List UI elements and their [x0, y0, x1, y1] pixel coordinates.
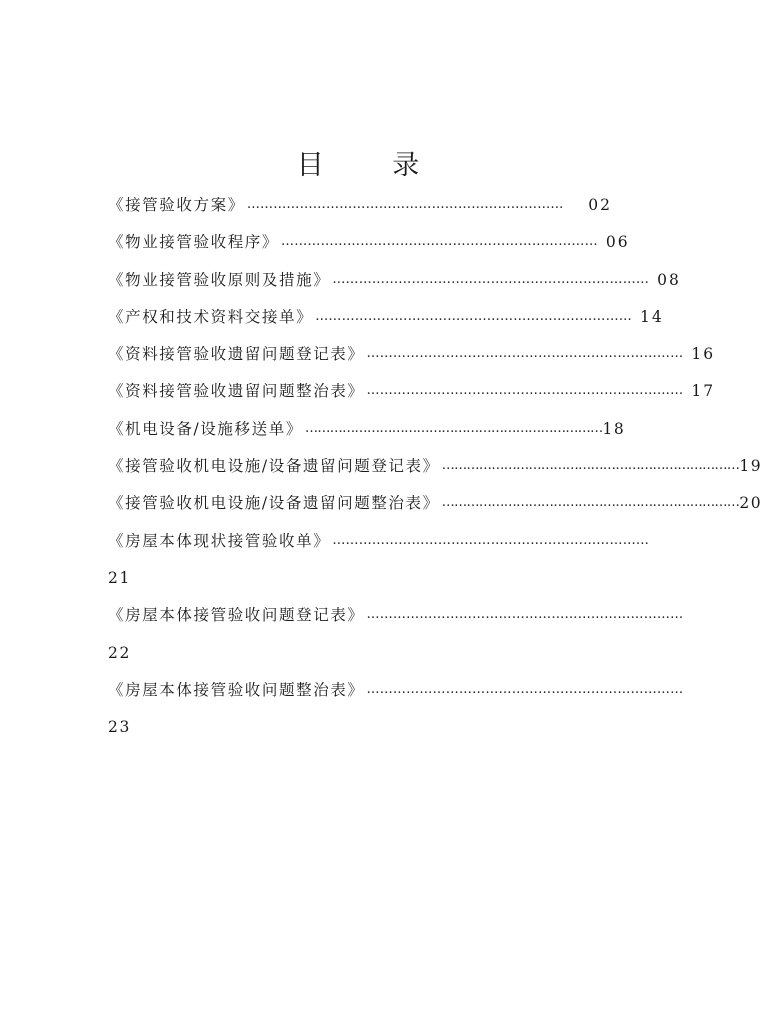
toc-page-number: 16: [691, 345, 716, 364]
toc-entry[interactable]: [108, 414, 626, 444]
toc-entry[interactable]: [108, 675, 684, 742]
toc-entry-first-line: [108, 600, 684, 630]
toc-list: [108, 190, 762, 749]
toc-entry[interactable]: [108, 227, 630, 257]
toc-entry-label: 《物业接管验收程序》: [108, 233, 280, 252]
toc-page-number: 02: [588, 196, 612, 214]
toc-entry-label: 《资料接管验收遗留问题整治表》: [108, 382, 365, 401]
toc-leader-dots: ………………………………………………………………: [304, 420, 603, 436]
toc-leader-dots: ………………………………………………………………: [366, 681, 684, 697]
toc-leader-dots: ………………………………………………………………: [246, 197, 564, 212]
toc-entry-first-line: [108, 526, 650, 556]
toc-entry-label: 《资料接管验收遗留问题登记表》: [108, 345, 365, 364]
toc-entry-label: 《房屋本体接管验收问题登记表》: [108, 606, 365, 625]
toc-entry[interactable]: [108, 488, 762, 518]
toc-entry-first-line: [108, 675, 684, 705]
toc-page-number: 18: [602, 419, 626, 438]
toc-entry-label: 《接管验收方案》: [108, 196, 245, 214]
toc-entry-label: 《产权和技术资料交接单》: [108, 307, 314, 326]
toc-page-number: 17: [691, 382, 716, 401]
page-title: 目 录: [296, 150, 450, 181]
toc-leader-dots: ………………………………………………………………: [332, 271, 650, 287]
toc-entry-label: 《接管验收机电设施/设备遗留问题登记表》: [108, 457, 440, 476]
toc-page-number: 19: [739, 457, 762, 476]
toc-page-number: 23: [108, 718, 131, 737]
toc-page-number: 14: [640, 307, 664, 326]
toc-leader-dots: ………………………………………………………………: [366, 383, 684, 399]
toc-entry-label: 《物业接管验收原则及措施》: [108, 270, 331, 289]
toc-page-number: 20: [739, 494, 762, 513]
toc-leader-dots: ………………………………………………………………: [281, 234, 598, 250]
toc-entry-label: 《房屋本体现状接管验收单》: [108, 531, 331, 550]
toc-leader-dots: ………………………………………………………………: [441, 495, 740, 511]
toc-entry[interactable]: [108, 600, 684, 667]
toc-page-number: 08: [657, 270, 681, 289]
toc-entry-label: 《接管验收机电设施/设备遗留问题整治表》: [108, 494, 440, 513]
toc-leader-dots: ………………………………………………………………: [441, 458, 740, 474]
toc-leader-dots: ………………………………………………………………: [366, 607, 684, 623]
toc-entry[interactable]: [108, 190, 612, 220]
toc-page-number: 06: [605, 233, 630, 252]
toc-page-number: 22: [108, 643, 131, 662]
toc-leader-dots: ………………………………………………………………: [315, 308, 633, 324]
toc-entry[interactable]: [108, 302, 664, 332]
toc-entry-label: 《房屋本体接管验收问题整治表》: [108, 680, 365, 699]
toc-entry[interactable]: [108, 376, 716, 406]
toc-leader-dots: ………………………………………………………………: [366, 346, 684, 362]
toc-page-number: 21: [108, 568, 131, 587]
toc-entry[interactable]: [108, 265, 681, 295]
toc-entry[interactable]: [108, 451, 762, 481]
toc-entry[interactable]: [108, 339, 716, 369]
toc-leader-dots: ………………………………………………………………: [332, 532, 650, 548]
toc-entry-label: 《机电设备/设施移送单》: [108, 419, 303, 438]
toc-entry[interactable]: [108, 526, 650, 593]
